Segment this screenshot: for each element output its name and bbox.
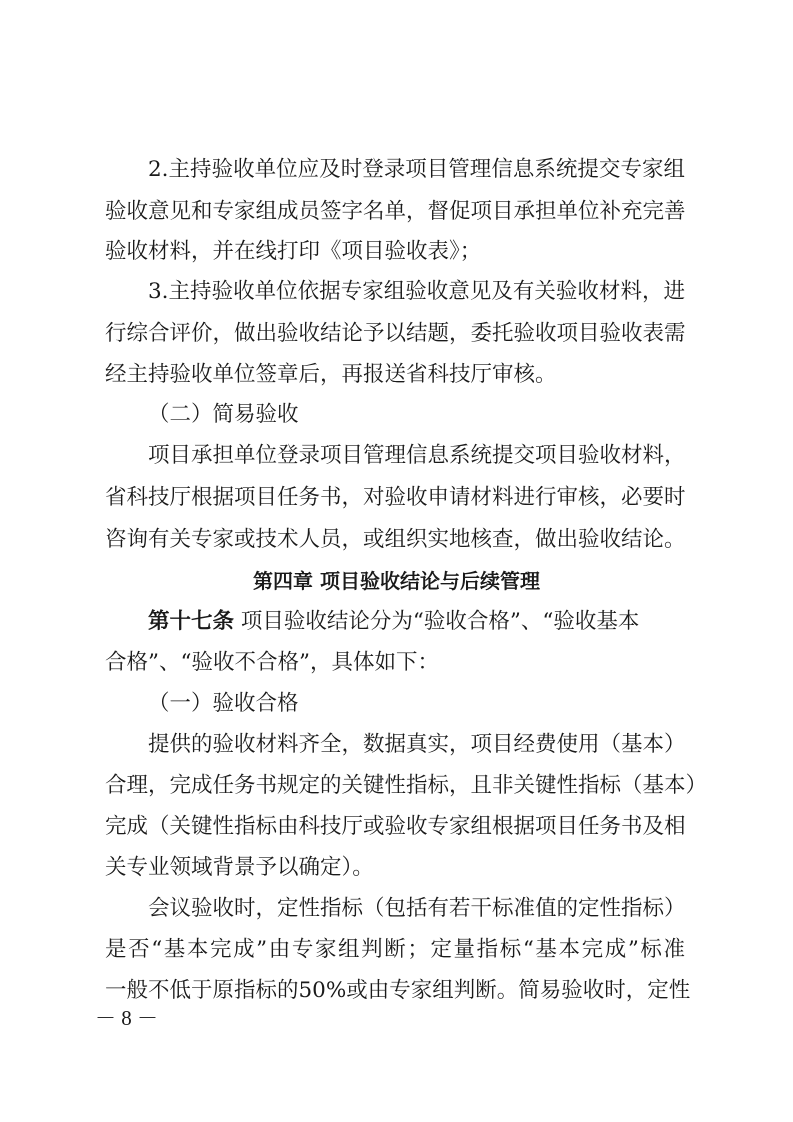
paragraph-line: 合理，完成任务书规定的关键性指标，且非关键性指标（基本） xyxy=(105,773,708,798)
paragraph-line: 合格”、“验收不合格”，具体如下： xyxy=(105,650,439,675)
paragraph-line: 是否“基本完成”由专家组判断；定量指标“基本完成”标准 xyxy=(105,937,685,962)
page-number: － 8 － xyxy=(95,1006,158,1030)
paragraph-line: 2.主持验收单位应及时登录项目管理信息系统提交专家组 xyxy=(148,157,685,182)
article-text: 项目验收结论分为“验收合格”、“验收基本 xyxy=(234,609,640,634)
paragraph-line: 省科技厅根据项目任务书，对验收申请材料进行审核，必要时 xyxy=(105,485,686,510)
paragraph-line: 会议验收时，定性指标（包括有若干标准值的定性指标） xyxy=(148,896,686,921)
paragraph-line: 咨询有关专家或技术人员，或组织实地核查，做出验收结论。 xyxy=(105,527,686,552)
paragraph-line: 提供的验收材料齐全，数据真实，项目经费使用（基本） xyxy=(148,732,686,757)
paragraph-line: 一般不低于原指标的50%或由专家组判断。简易验收时，定性 xyxy=(105,978,691,1003)
section-heading: （二）简易验收 xyxy=(148,402,299,427)
paragraph-line: 完成（关键性指标由科技厅或验收专家组根据项目任务书及相 xyxy=(105,814,686,839)
paragraph-line: 行综合评价，做出验收结论予以结题，委托验收项目验收表需 xyxy=(105,321,686,346)
paragraph-line: 验收意见和专家组成员签字名单，督促项目承担单位补充完善 xyxy=(105,199,686,224)
paragraph-line: 关专业领域背景予以确定）。 xyxy=(105,855,374,880)
chapter-heading: 第四章 项目验收结论与后续管理 xyxy=(253,569,540,593)
article-label: 第十七条 xyxy=(148,609,235,634)
paragraph-line: 验收材料，并在线打印《项目验收表》； xyxy=(105,239,482,264)
article-line xyxy=(148,600,685,644)
paragraph-line: 3.主持验收单位依据专家组验收意见及有关验收材料，进 xyxy=(148,279,685,304)
paragraph-line: 经主持验收单位签章后，再报送省科技厅审核。 xyxy=(105,362,557,387)
paragraph-line: 项目承担单位登录项目管理信息系统提交项目验收材料， xyxy=(148,443,686,468)
section-heading: （一）验收合格 xyxy=(148,691,299,716)
